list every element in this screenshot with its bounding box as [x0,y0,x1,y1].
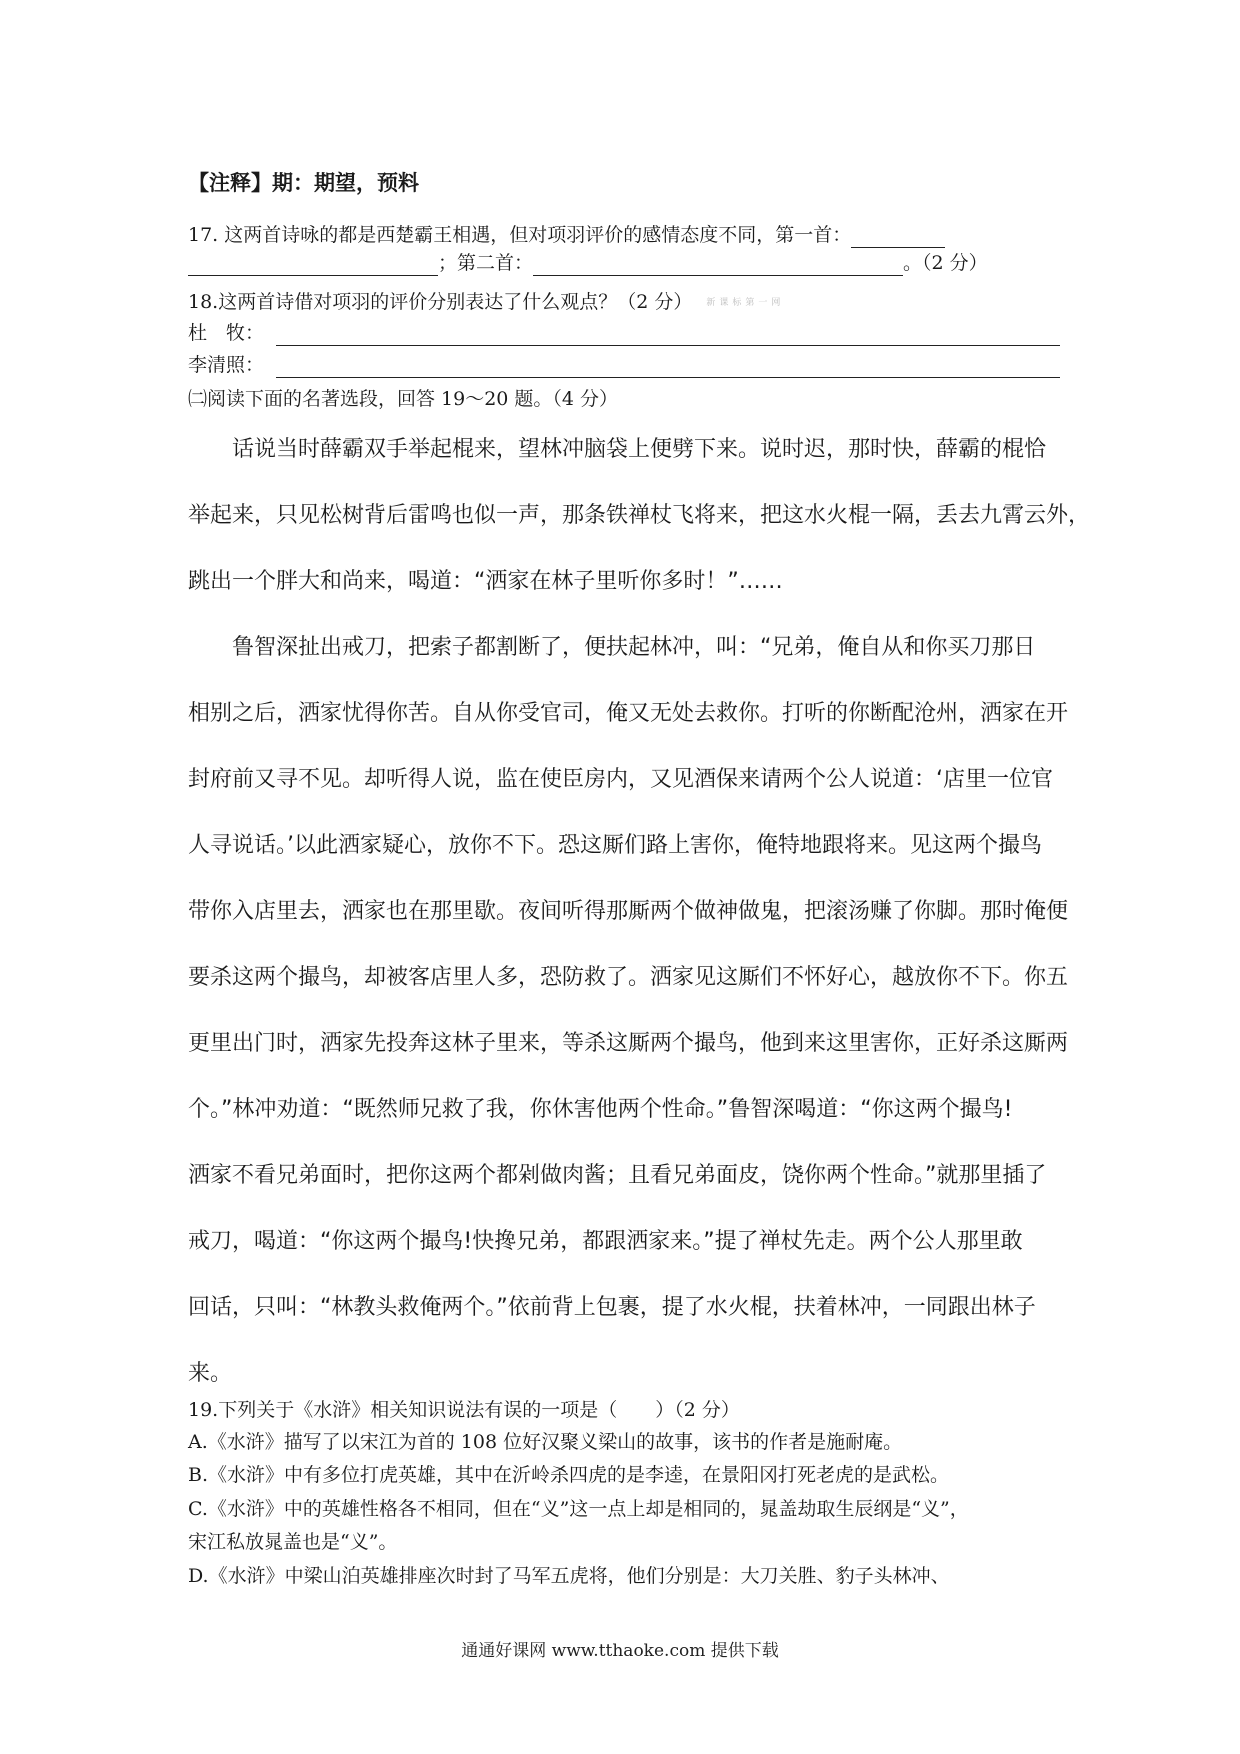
passage-line: 来。 [188,1361,233,1386]
option-b: B.《水浒》中有多位打虎英雄，其中在沂岭杀四虎的是李逵，在景阳冈打死老虎的是武松。 [188,1464,950,1486]
footer-credit: 通通好课网 www.tthaoke.com 提供下载 [461,1641,779,1661]
passage-line: 举起来，只见松树背后雷鸣也似一声，那条铁禅杖飞将来，把这水火棍一隔，丢去九霄云外， [188,503,1091,528]
option-c: C.《水浒》中的英雄性格各不相同，但在“义”这一点上却是相同的，晁盖劫取生辰纲是“义”， [188,1498,969,1520]
answer-label-du-mu: 杜 牧： [188,322,265,344]
question-17-score: 。（2 分） [903,252,988,274]
question-18 [188,289,784,316]
answer-blank-17-first-a[interactable] [851,227,945,248]
section-2-heading: ㈡阅读下面的名著选段，回答 19～20 题。（4 分） [188,388,619,410]
answer-row-du-mu [188,318,1060,346]
question-17-text: 17. 这两首诗咏的都是西楚霸王相遇，但对项羽评价的感情态度不同，第一首： [188,224,852,246]
passage-line: 跳出一个胖大和尚来，喝道：“洒家在林子里听你多时！”…… [188,569,783,594]
answer-line-li-qingzhao[interactable] [276,353,1060,378]
passage-line: 相别之后，洒家忧得你苦。自从你受官司，俺又无处去救你。打听的你断配沧州，洒家在开 [188,701,1069,726]
passage-line: 封府前又寻不见。却听得人说，监在使臣房内，又见酒保来请两个公人说道：‘店里一位官 [188,767,1053,792]
passage-line: 回话，只叫：“林教头救俺两个。”依前背上包裹，提了水火棍，扶着林冲，一同跟出林子 [188,1295,1036,1320]
passage-line: 更里出门时，洒家先投奔这林子里来，等杀这厮两个撮鸟，他到来这里害你，正好杀这厮两 [188,1031,1069,1056]
watermark-text: 新课标第一网 [706,298,785,308]
passage-line: 人寻说话。’以此洒家疑心，放你不下。恐这厮们路上害你，俺特地跟将来。见这两个撮鸟 [188,833,1042,858]
passage-line: 戒刀，喝道：“你这两个撮鸟!快搀兄弟，都跟洒家来。”提了禅杖先走。两个公人那里敢 [188,1229,1023,1254]
passage-line: 话说当时薛霸双手举起棍来，望林冲脑袋上便劈下来。说时迟，那时快，薛霸的棍恰 [188,437,1047,462]
passage-line: 个。”林冲劝道：“既然师兄救了我，你休害他两个性命。”鲁智深喝道：“你这两个撮鸟! [188,1097,1013,1122]
option-c-continued: 宋江私放晁盖也是“义”。 [188,1531,398,1553]
passage-line: 要杀这两个撮鸟，却被客店里人多，恐防救了。洒家见这厮们不怀好心，越放你不下。你五 [188,965,1069,990]
passage-line: 鲁智深扯出戒刀，把索子都割断了，便扶起林冲，叫：“兄弟，俺自从和你买刀那日 [188,635,1036,660]
question-19-stem: 19.下列关于《水浒》相关知识说法有误的一项是（ ）（2 分） [188,1399,740,1421]
annotation-note: 【注释】期：期望，预料 [188,171,419,195]
question-17-line-1 [188,222,945,248]
answer-label-li-qingzhao: 李清照： [188,354,265,376]
answer-blank-17-first-b[interactable] [188,255,438,276]
option-a: A.《水浒》描写了以宋江为首的 108 位好汉聚义梁山的故事，该书的作者是施耐庵。 [188,1431,903,1453]
question-17-second-label: ；第二首： [438,252,534,274]
passage-line: 带你入店里去，洒家也在那里歇。夜间听得那厮两个做神做鬼，把滚汤赚了你脚。那时俺便 [188,899,1069,924]
answer-blank-17-second[interactable] [533,255,903,276]
answer-line-du-mu[interactable] [276,321,1060,346]
question-17-line-2 [188,250,988,276]
answer-row-li-qingzhao [188,350,1060,378]
option-d: D.《水浒》中梁山泊英雄排座次时封了马军五虎将，他们分别是：大刀关胜、豹子头林冲、 [188,1565,950,1587]
passage-line: 洒家不看兄弟面时，把你这两个都剁做肉酱；且看兄弟面皮，饶你两个性命。”就那里插了 [188,1163,1047,1188]
question-18-text: 18.这两首诗借对项羽的评价分别表达了什么观点？（2 分） [188,291,693,313]
